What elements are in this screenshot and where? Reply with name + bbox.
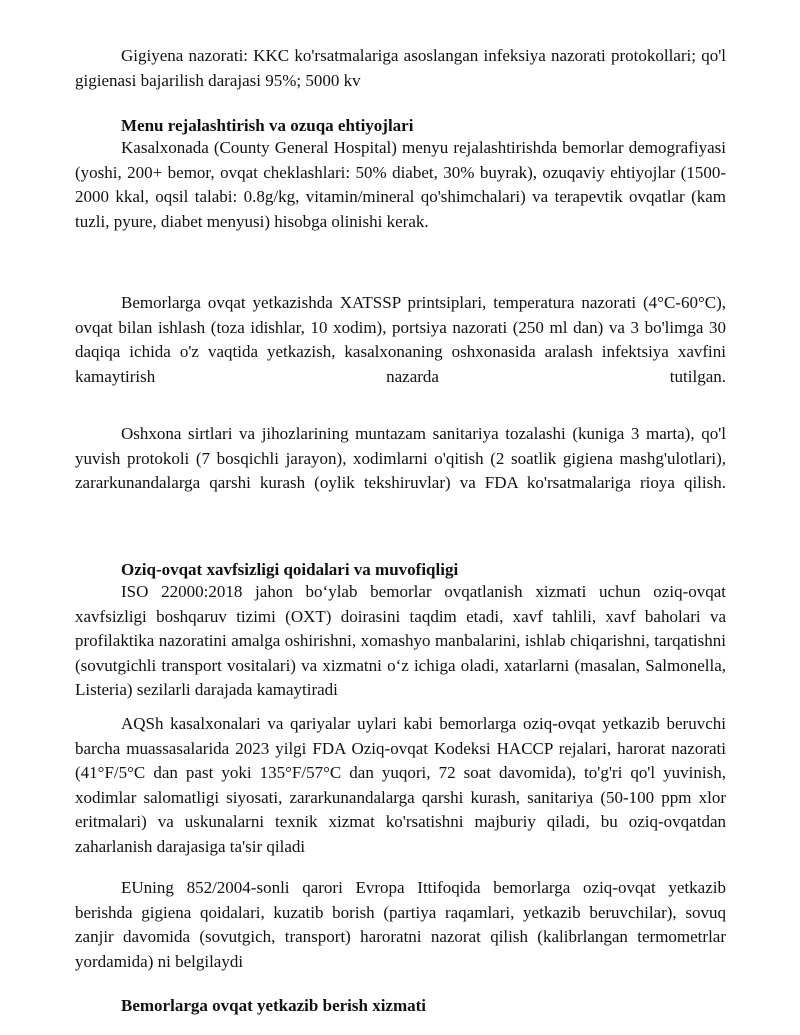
paragraph-menu-planning: Kasalxonada (County General Hospital) menyu rejalashtirishda bemorlar demografiyasi (yoshi, 200+ bemor, ovqat cheklashlari: 50% diabet, 30% buyrak), ozuqaviy ehtiyojlar (1500-2000 kkal, oqsil talabi: 0.8g/kg, vitamin/mineral qo'shimchalari) va terapevtik ovqatlar (kam tuzli, pyure, diabet menyusi) hisobga olinishi kerak. — [75, 138, 726, 231]
heading-menu-planning: Menu rejalashtirish va ozuqa ehtiyojlari — [121, 116, 414, 135]
heading-meal-delivery-service: Bemorlarga ovqat yetkazib berish xizmati — [121, 996, 427, 1015]
paragraph-kitchen-sanitation: Oshxona sirtlari va jihozlarining muntazam sanitariya tozalashi (kuniga 3 marta), qo'l yuvish protokoli (7 bosqichli jarayon), xodimlarni o'qitish (2 soatlik gigiena mashg'ulotlari), zararkunandalarga qarshi kurash (oylik tekshiruvlar) va FDA ko'rsatmalariga rioya qilish. — [75, 424, 726, 492]
paragraph-fda-food-code: AQSh kasalxonalari va qariyalar uylari kabi bemorlarga oziq-ovqat yetkazib beruvchi barcha muassasalarida 2023 yilgi FDA Oziq-ovqat Kodeksi HACCP rejalari, harorat nazorati (41°F/5°C dan past yoki 135°F/57°C dan yuqori, 72 soat davomida), to'g'ri qo'l yuvinish, xodimlar salomatligi siyosati, zararkunandalarga qarshi kurash, sanitariya (50-100 ppm xlor eritmalari) va uskunalarni texnik xizmat ko'rsatishni majburiy qiladi, bu oziq-ovqatdan zaharlanish darajasiga ta'sir qiladi — [75, 714, 726, 856]
paragraph-eu-regulation: EUning 852/2004-sonli qarori Evropa Ittifoqida bemorlarga oziq-ovqat yetkazib berishda gigiena qoidalari, kuzatib borish (partiya raqamlari, yetkazib beruvchilar), sovuq zanjir davomida (sovutgich, transport) haroratni nazorat qilish (kalibrlangan termometrlar yordamida) ni belgilaydi — [75, 878, 726, 971]
paragraph-iso-22000: ISO 22000:2018 jahon bo‘ylab bemorlar ovqatlanish xizmati uchun oziq-ovqat xavfsizligi boshqaruv tizimi (OXT) doirasini taqdim etadi, xavf tahlili, xavf baholari va profilaktika nazoratini amalga oshirishni, xomashyo manbalarini, ishlab chiqarishni, tarqatishni (sovutgichli transport vositalari) va xizmatni o‘z ichiga oladi, xatarlarni (masalan, Salmonella, Listeria) sezilarli darajada kamaytiradi — [75, 582, 726, 699]
paragraph-food-delivery: Bemorlarga ovqat yetkazishda XATSSP printsiplari, temperatura nazorati (4°C-60°C), ovqat bilan ishlash (toza idishlar, 10 xodim), portsiya nazorati (250 ml dan) va 3 bo'limga 30 daqiqa ichida o'z vaqtida yetkazish, kasalxonaning oshxonasida aralash infektsiya xavfini kamaytirish nazarda tutilgan. — [75, 293, 726, 386]
paragraph-hygiene-control: Gigiyena nazorati: KKC ko'rsatmalariga asoslangan infeksiya nazorati protokollari; qo'l gigienasi bajarilish darajasi 95%; 5000 kv — [75, 46, 726, 90]
heading-food-safety: Oziq-ovqat xavfsizligi qoidalari va muvofiqligi — [121, 560, 459, 579]
